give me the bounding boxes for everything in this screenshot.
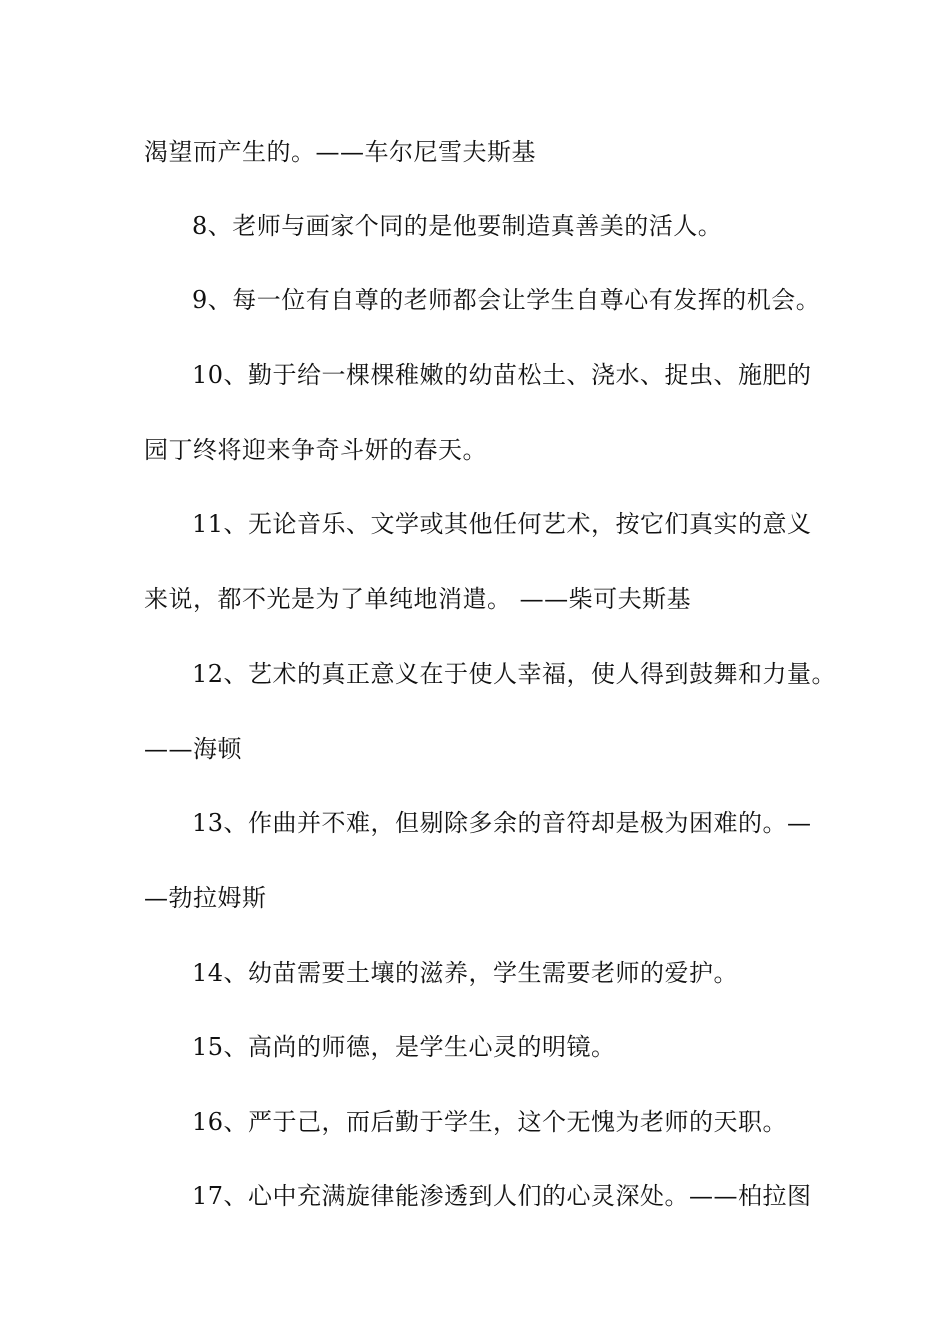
quote-16: 16、严于己，而后勤于学生，这个无愧为老师的天职。 xyxy=(192,1108,788,1136)
text-line-1: 渴望而产生的。——车尔尼雪夫斯基 xyxy=(144,138,536,166)
quote-8: 8、老师与画家个同的是他要制造真善美的活人。 xyxy=(192,212,723,240)
quote-14: 14、幼苗需要土壤的滋养，学生需要老师的爱护。 xyxy=(192,959,739,987)
quote-11-continuation: 来说，都不光是为了单纯地消遣。 ——柴可夫斯基 xyxy=(144,585,692,613)
quote-9: 9、每一位有自尊的老师都会让学生自尊心有发挥的机会。 xyxy=(192,286,821,314)
quote-15: 15、高尚的师德，是学生心灵的明镜。 xyxy=(192,1033,616,1061)
quote-13: 13、作曲并不难，但剔除多余的音符却是极为困难的。— xyxy=(192,809,812,837)
quote-12-continuation: ——海顿 xyxy=(144,735,242,763)
quote-13-continuation: —勃拉姆斯 xyxy=(144,884,267,912)
quote-10: 10、勤于给一棵棵稚嫩的幼苗松土、浇水、捉虫、施肥的 xyxy=(192,361,812,389)
quote-11: 11、无论音乐、文学或其他任何艺术，按它们真实的意义 xyxy=(192,510,812,538)
quote-10-continuation: 园丁终将迎来争奇斗妍的春天。 xyxy=(144,436,487,464)
quote-17: 17、心中充满旋律能渗透到人们的心灵深处。——柏拉图 xyxy=(192,1182,812,1210)
quote-12: 12、艺术的真正意义在于使人幸福，使人得到鼓舞和力量。 xyxy=(192,660,837,688)
